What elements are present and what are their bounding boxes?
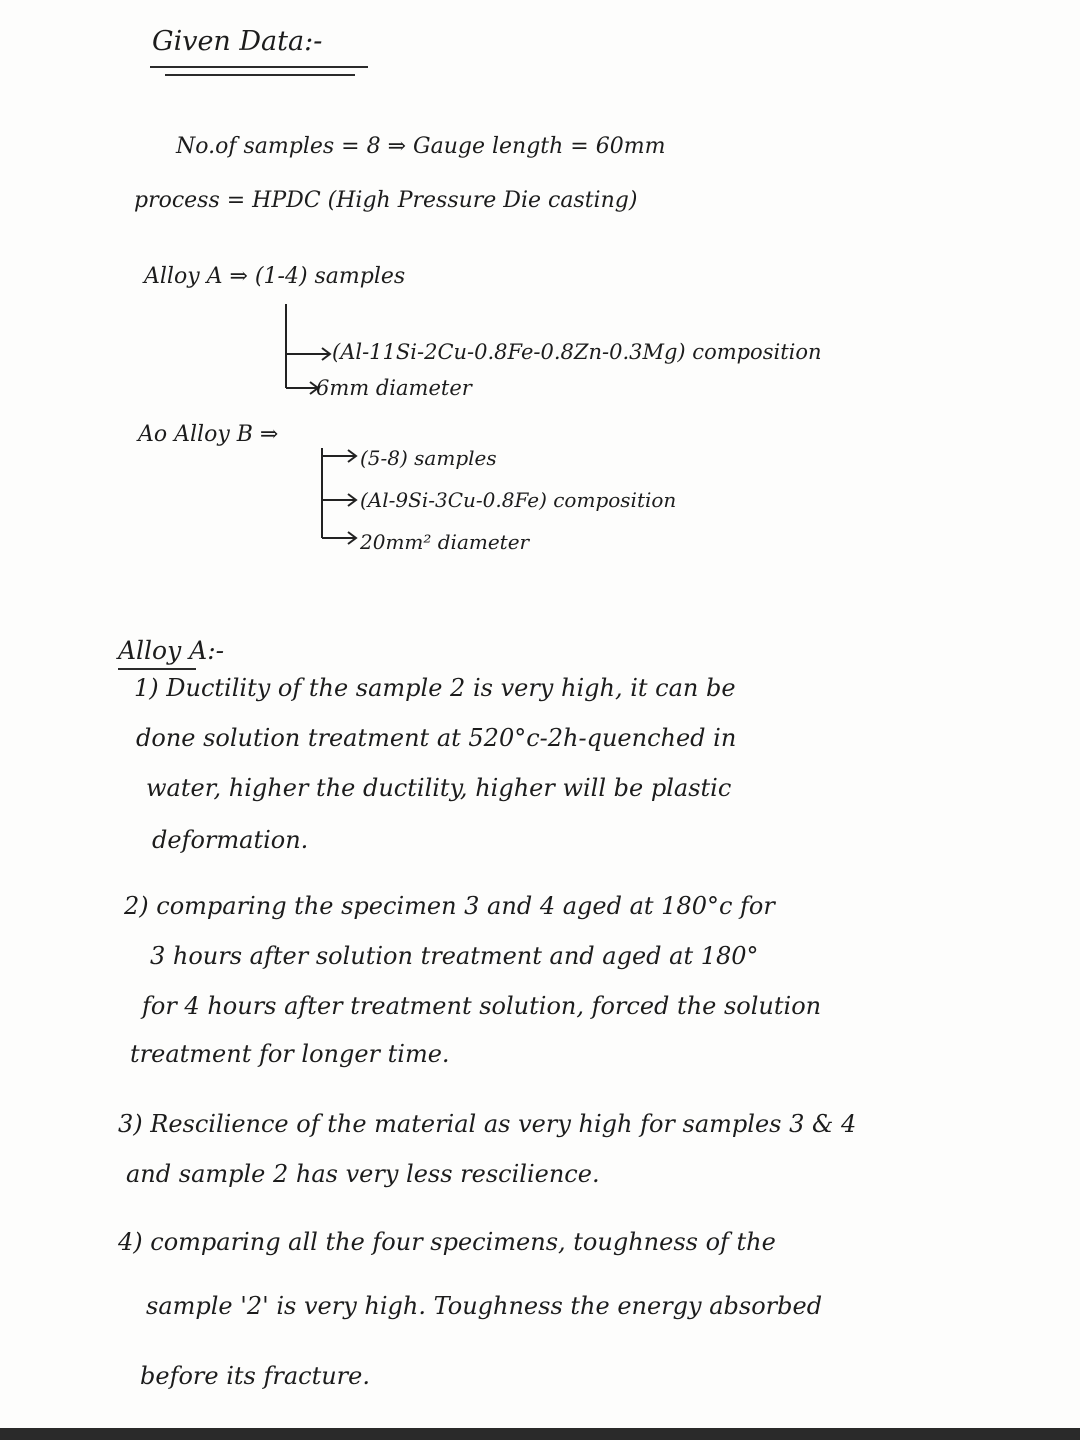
observation-line: 2) comparing the specimen 3 and 4 aged at 180°c for <box>124 892 775 920</box>
alloy-b-diameter: 20mm² diameter <box>360 530 530 554</box>
heading-double-underline <box>165 74 355 76</box>
alloy-b-composition: (Al-9Si-3Cu-0.8Fe) composition <box>360 488 677 512</box>
observation-line: 1) Ductility of the sample 2 is very high, it can be <box>134 674 736 702</box>
process-line: process = HPDC (High Pressure Die casting) <box>134 188 638 213</box>
observation-line: treatment for longer time. <box>130 1040 450 1068</box>
observation-line: sample '2' is very high. Toughness the energy absorbed <box>146 1292 823 1320</box>
alloy-a-composition: (Al-11Si-2Cu-0.8Fe-0.8Zn-0.3Mg) composition <box>332 340 822 364</box>
observation-line: 4) comparing all the four specimens, toughness of the <box>118 1228 776 1256</box>
observation-line: 3 hours after solution treatment and aged at 180° <box>150 942 759 970</box>
alloy-b-samples: (5-8) samples <box>360 446 497 470</box>
alloy-a-diameter: 6mm diameter <box>316 376 472 400</box>
alloy-a-section-title: Alloy A:- <box>118 636 225 665</box>
alloy-b-label: Ao Alloy B ⇒ <box>138 422 279 447</box>
observation-line: deformation. <box>152 826 309 854</box>
section-title-underline <box>118 668 196 670</box>
observation-line: water, higher the ductility, higher will be plastic <box>146 774 732 802</box>
page-heading: Given Data:- <box>152 26 323 57</box>
observation-line: and sample 2 has very less rescilience. <box>126 1160 600 1188</box>
observation-line: before its fracture. <box>140 1362 370 1390</box>
heading-underline <box>150 66 368 68</box>
alloy-a-label: Alloy A ⇒ (1-4) samples <box>144 264 406 289</box>
alloy-b-branch-arrows <box>316 444 366 554</box>
samples-line: No.of samples = 8 ⇒ Gauge length = 60mm <box>176 134 666 159</box>
observation-line: 3) Rescilience of the material as very high for samples 3 & 4 <box>118 1110 857 1138</box>
observation-line: for 4 hours after treatment solution, forced the solution <box>142 992 822 1020</box>
observation-line: done solution treatment at 520°c-2h-quenched in <box>136 724 737 752</box>
